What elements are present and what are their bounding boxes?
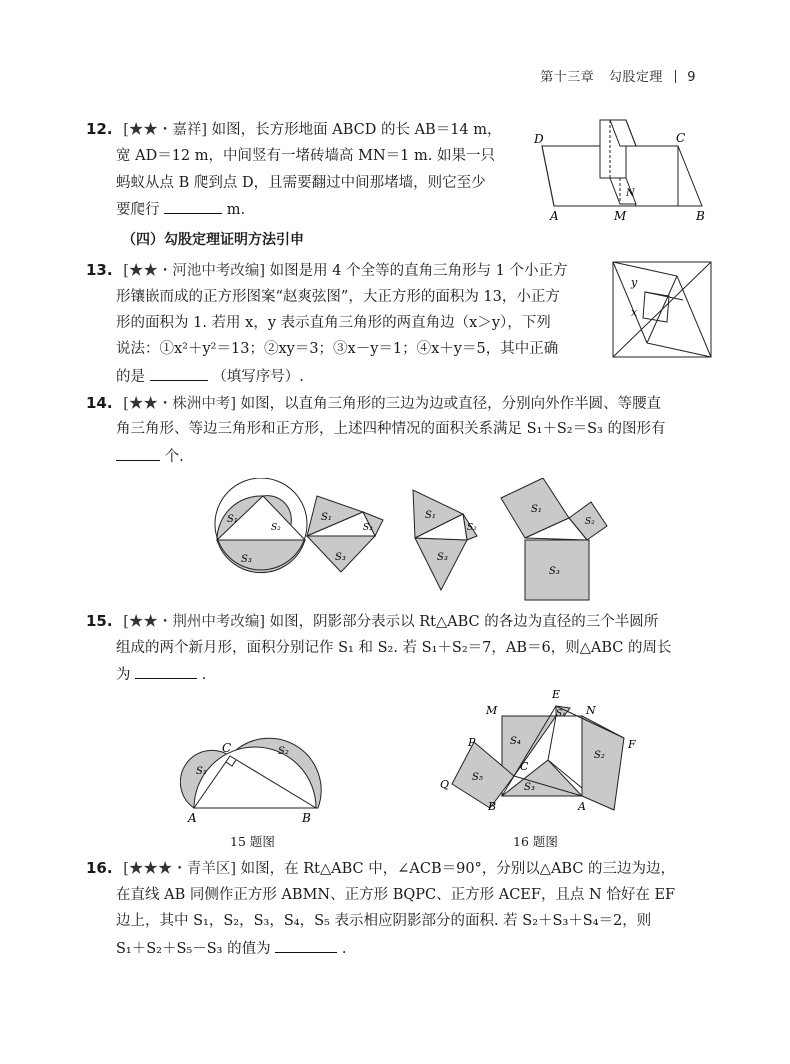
q13-answer-blank[interactable] [150,366,208,381]
q13-line2: 形镶嵌而成的正方形图案“赵爽弦图”，大正方形的面积为 13，小正方 [116,289,560,305]
q16-tag: [★★★・青羊区] [123,861,237,877]
q13-zhao-shuang-diagram [611,260,715,360]
q16-caption: 16 题图 [513,834,558,849]
q14-figures [205,478,615,603]
q14-s2d: S₂ [585,517,595,527]
q16-answer-blank[interactable] [275,938,337,953]
q14-s1b: S₁ [321,512,332,523]
q16-label-A: A [578,800,586,813]
q14-s1d: S₁ [531,504,542,515]
q14-s2c: S₂ [467,523,477,533]
q15-line1: 如图，阴影部分表示以 Rt△ABC 的各边为直径的三个半圆所 [269,614,659,630]
q14-line2: 角三角形、等边三角形和正方形，上述四种情况的面积关系满足 S₁＋S₂＝S₃ 的图形有 [116,421,666,437]
page-number: 9 [687,70,696,85]
q13-tag: [★★・河池中考改编] [123,263,266,279]
q14-s2: S₂ [271,523,281,533]
q15-line3-end: . [201,667,207,683]
q12-line4-start: 要爬行 [116,202,160,218]
q13-line5-end: （填写序号）. [212,369,304,385]
q16-label-F: F [628,738,636,751]
q13-line5-start: 的是 [116,369,145,385]
q12-number: 12. [86,120,113,138]
q14-s3d: S₃ [549,566,560,577]
q14-line1: 如图，以直角三角形的三边为边或直径，分别向外作半圆、等腰直 [240,396,662,412]
q13-label-x: x [631,306,638,319]
q15-tag: [★★・荆州中考改编] [123,614,266,630]
chapter-label: 第十三章 [540,70,595,85]
q15-figure [180,730,325,825]
q15-label-A: A [188,811,197,825]
q12-line2: 宽 AD＝12 m，中间竖有一堵砖墙高 MN＝1 m. 如果一只 [116,148,495,164]
q14-answer-blank[interactable] [116,446,160,461]
q12-line4-end: m. [226,202,246,218]
q13-line3: 形的面积为 1. 若用 x，y 表示直角三角形的两直角边（x＞y），下列 [116,315,551,331]
q14-number: 14. [86,394,113,412]
q16-line2: 在直线 AB 同侧作正方形 ABMN、正方形 BQPC、正方形 ACEF，且点 N 恰好在 EF [116,887,676,903]
q15-label-C: C [222,741,232,755]
q16-label-S1: S₁ [556,709,566,719]
q15-label-S2: S₂ [278,746,289,757]
q12-label-D: D [534,132,544,146]
q12-label-C: C [676,131,686,145]
q16-label-P: P [468,736,476,749]
q16-label-S3: S₃ [524,782,535,793]
q14-figure-squares [501,478,607,600]
section-title: （四）勾股定理证明方法引申 [122,232,304,248]
q14-figure-isosceles [307,496,383,572]
q16-label-S2: S₂ [594,750,605,761]
q15-number: 15. [86,612,113,630]
q12-label-M: M [614,209,627,223]
q13-line1: 如图是用 4 个全等的直角三角形与 1 个小正方 [269,263,568,279]
q13-number: 13. [86,261,113,279]
q15-caption: 15 题图 [230,834,275,849]
q16-line4-end: . [341,941,347,957]
q14-s2b: S₂ [363,523,373,533]
q16-line3: 边上，其中 S₁，S₂，S₃，S₄，S₅ 表示相应阴影部分的面积. 若 S₂＋S₃＋S₄＝2，则 [116,913,652,929]
q14-s1: S₁ [227,514,238,525]
q16-number: 16. [86,859,113,877]
q14-line3-end: 个. [164,449,184,465]
q16-label-N: N [586,704,596,717]
q16-line1: 如图，在 Rt△ABC 中，∠ACB＝90°，分别以△ABC 的三边为边， [240,861,676,877]
q16-figure [438,684,648,826]
q12-label-B: B [696,209,705,223]
q12-label-A: A [550,209,559,223]
q15-label-B: B [302,811,311,825]
q12-line3: 蚂蚁从点 B 爬到点 D，且需要翻过中间那堵墙，则它至少 [116,175,486,191]
q16-line4-start: S₁＋S₂＋S₅－S₃ 的值为 [116,941,271,957]
q15-line3-start: 为 [116,667,131,683]
header-divider [675,70,676,83]
q13-label-y: y [631,276,638,289]
q12-figure [530,118,720,228]
topic-label: 勾股定理 [608,70,663,85]
q12-tag: [★★・嘉祥] [123,122,208,138]
q14-s3: S₃ [241,554,252,565]
q16-label-S5: S₅ [472,772,483,783]
q14-tag: [★★・株洲中考] [123,396,237,412]
q16-label-B: B [488,800,497,813]
q16-label-S4: S₄ [510,736,521,747]
q16-label-M: M [486,704,498,717]
q13-line4: 说法：①x²＋y²＝13；②xy＝3；③x－y＝1；④x＋y＝5，其中正确 [116,341,559,357]
q16-label-Q: Q [440,778,450,791]
q14-s3c: S₃ [437,552,448,563]
q16-label-C: C [520,760,529,773]
q14-s1c: S₁ [425,510,436,521]
q12-label-N: N [626,188,635,199]
q15-answer-blank[interactable] [135,664,197,679]
q15-line2: 组成的两个新月形，面积分别记作 S₁ 和 S₂. 若 S₁＋S₂＝7，AB＝6，则△ABC 的周长 [116,640,672,656]
q14-s3b: S₃ [335,552,346,563]
q16-label-E: E [552,688,561,701]
q15-label-S1: S₁ [196,766,207,777]
q14-figure-semicircles [215,478,307,573]
q12-answer-blank[interactable] [164,199,222,214]
q12-line1: 如图，长方形地面 ABCD 的长 AB＝14 m， [211,122,502,138]
page-header [540,66,696,85]
q14-figure-equilateral [413,490,477,590]
